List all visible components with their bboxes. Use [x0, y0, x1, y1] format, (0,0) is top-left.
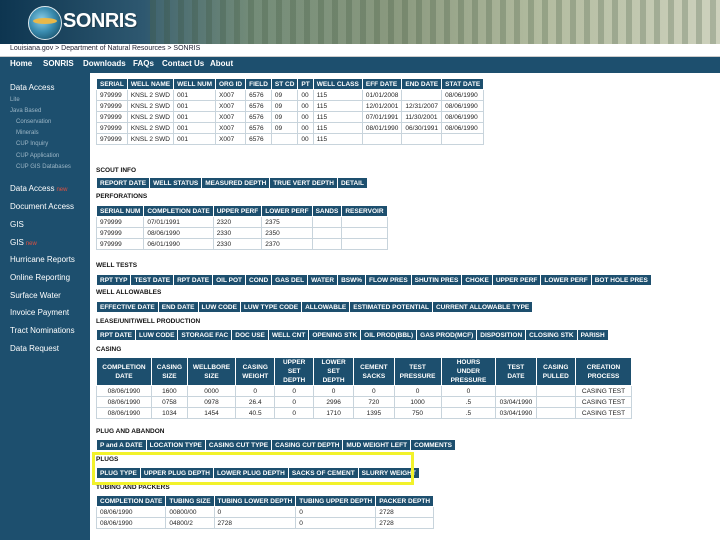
- col-header: BSW%: [338, 275, 366, 286]
- table-row[interactable]: [97, 90, 484, 101]
- cell: 08/06/1990: [442, 123, 484, 134]
- cell: 979999: [97, 101, 128, 112]
- col-header: WELL STATUS: [150, 178, 202, 189]
- col-header: CASING CUT DEPTH: [272, 440, 343, 451]
- col-header: MUD WEIGHT LEFT: [343, 440, 411, 451]
- sidebar-item-conservation[interactable]: Conservation: [16, 119, 52, 125]
- cell: X007: [216, 134, 246, 145]
- col-header: UPPER PERF: [492, 275, 541, 286]
- col-header: WELLBORE SIZE: [187, 358, 235, 386]
- col-header: TEST DATE: [131, 275, 174, 286]
- cell: 08/06/1990: [97, 397, 152, 408]
- table-row[interactable]: [97, 217, 388, 228]
- col-header: LOWER PERF: [262, 206, 312, 217]
- cell: 979999: [97, 112, 128, 123]
- col-header: CASING SIZE: [151, 358, 187, 386]
- col-eff-date: EFF DATE: [362, 79, 402, 90]
- cell: 115: [313, 112, 362, 123]
- cell: KNSL 2 SWD: [127, 90, 173, 101]
- table-header-row: [97, 302, 533, 313]
- col-header: CHOKE: [462, 275, 492, 286]
- cell: 08/06/1990: [97, 518, 166, 529]
- sidebar-item-label: GIS: [10, 238, 24, 247]
- col-field: FIELD: [246, 79, 272, 90]
- col-header: BOT HOLE PRES: [591, 275, 651, 286]
- header-photo: [150, 0, 720, 44]
- cell: [536, 386, 575, 397]
- cell: CASING TEST: [576, 386, 632, 397]
- col-header: TUBING LOWER DEPTH: [214, 496, 296, 507]
- cell: 115: [313, 90, 362, 101]
- col-header: COMMENTS: [411, 440, 456, 451]
- cell: X007: [216, 112, 246, 123]
- cell: 1000: [394, 397, 441, 408]
- cell: [342, 217, 387, 228]
- col-header: GAS PROD(MCF): [417, 330, 477, 341]
- col-header: STORAGE FAC: [178, 330, 232, 341]
- col-stat-date: STAT DATE: [442, 79, 484, 90]
- cell: [312, 239, 342, 250]
- cell: 0758: [151, 397, 187, 408]
- cell: .5: [441, 408, 496, 419]
- cell: 2375: [262, 217, 312, 228]
- cell: 0978: [187, 397, 235, 408]
- col-header: CREATION PROCESS: [576, 358, 632, 386]
- col-header: GAS DEL: [272, 275, 308, 286]
- table-row[interactable]: [97, 134, 484, 145]
- cell: 001: [174, 123, 216, 134]
- col-header: CURRENT ALLOWABLE TYPE: [432, 302, 532, 313]
- cell: 11/30/2001: [402, 112, 442, 123]
- detail-link[interactable]: DETAIL: [337, 178, 367, 189]
- col-header: FLOW PRES: [366, 275, 412, 286]
- cell: 2996: [313, 397, 353, 408]
- table-header-row: [97, 496, 434, 507]
- cell: CASING TEST: [576, 397, 632, 408]
- col-header: P and A DATE: [97, 440, 147, 451]
- col-header: OIL POT: [213, 275, 246, 286]
- scout-info-table: [96, 177, 368, 189]
- casing-table: [96, 357, 632, 419]
- cell: 001: [174, 101, 216, 112]
- sidebar-item-minerals[interactable]: Minerals: [16, 130, 39, 136]
- sidebar-item-gis-new[interactable]: [10, 238, 37, 247]
- cell: 08/06/1990: [97, 507, 166, 518]
- cell: 2370: [262, 239, 312, 250]
- cell: 08/06/1990: [442, 112, 484, 123]
- col-header: EFFECTIVE DATE: [97, 302, 159, 313]
- col-header: SHUTIN PRES: [411, 275, 462, 286]
- cell: 001: [174, 90, 216, 101]
- nav-about[interactable]: About: [210, 59, 234, 68]
- cell: 0000: [187, 386, 235, 397]
- col-header: COMPLETION DATE: [144, 206, 213, 217]
- col-header: RPT DATE: [97, 330, 136, 341]
- col-header: PARISH: [577, 330, 608, 341]
- col-header: DISPOSITION: [477, 330, 526, 341]
- site-header: [0, 0, 720, 44]
- col-header: LUW CODE: [198, 302, 240, 313]
- col-header: SACKS OF CEMENT: [288, 468, 358, 479]
- cell: 2728: [376, 518, 434, 529]
- table-row[interactable]: [97, 112, 484, 123]
- col-header: CASING WEIGHT: [236, 358, 275, 386]
- col-header: OPENING STK: [309, 330, 361, 341]
- col-header: RESERVOIR: [342, 206, 387, 217]
- cell: [442, 134, 484, 145]
- sidebar-item-data-access[interactable]: Data Access: [10, 83, 55, 92]
- sidebar-item-cup-gis[interactable]: CUP GIS Databases: [16, 164, 71, 170]
- col-header: SLURRY WEIGHT: [358, 468, 419, 479]
- col-header: WELL CNT: [268, 330, 308, 341]
- section-title-tubing-and-packers: TUBING AND PACKERS: [96, 484, 170, 491]
- well-tests-table: [96, 274, 652, 286]
- cell: 0: [441, 386, 496, 397]
- sidebar-item-data-access-new[interactable]: [10, 184, 67, 193]
- well-allowables-table: [96, 301, 533, 313]
- col-header: DOC USE: [232, 330, 269, 341]
- col-header: CASING PULLED: [536, 358, 575, 386]
- cell: 6576: [246, 134, 272, 145]
- section-title-scout-info: SCOUT INFO: [96, 167, 137, 174]
- cell: 0: [296, 507, 376, 518]
- col-header: TRUE VERT DEPTH: [270, 178, 338, 189]
- col-header: CEMENT SACKS: [354, 358, 394, 386]
- table-row[interactable]: [97, 386, 632, 397]
- logo-swoosh: [33, 18, 57, 24]
- cell: 6576: [246, 123, 272, 134]
- cell: KNSL 2 SWD: [127, 134, 173, 145]
- col-header: TEST DATE: [496, 358, 536, 386]
- col-header: WATER: [308, 275, 338, 286]
- table-row[interactable]: [97, 507, 434, 518]
- col-serial: SERIAL: [97, 79, 128, 90]
- cell: 115: [313, 134, 362, 145]
- cell: 12/31/2007: [402, 101, 442, 112]
- cell: X007: [216, 101, 246, 112]
- table-header-row: [97, 330, 609, 341]
- cell: 115: [313, 101, 362, 112]
- col-header: LOWER SET DEPTH: [313, 358, 353, 386]
- col-org-id: ORG ID: [216, 79, 246, 90]
- col-header: COND: [246, 275, 272, 286]
- col-header: ESTIMATED POTENTIAL: [350, 302, 433, 313]
- cell: 04800/2: [166, 518, 214, 529]
- cell: X007: [216, 123, 246, 134]
- col-header: TEST PRESSURE: [394, 358, 441, 386]
- cell: 00800/00: [166, 507, 214, 518]
- col-header: UPPER PERF: [213, 206, 262, 217]
- sidebar-item-invoice-payment[interactable]: Invoice Payment: [10, 308, 70, 317]
- cell: 2330: [213, 239, 262, 250]
- cell: 00: [298, 134, 313, 145]
- col-header: LOWER PLUG DEPTH: [213, 468, 288, 479]
- cell: 0: [296, 518, 376, 529]
- col-well-class: WELL CLASS: [313, 79, 362, 90]
- cell: [342, 239, 387, 250]
- plug-abandon-table: [96, 439, 456, 451]
- col-well-num: WELL NUM: [174, 79, 216, 90]
- plugs-highlight-box: [92, 452, 414, 485]
- cell: X007: [216, 90, 246, 101]
- cell: 115: [313, 123, 362, 134]
- col-header: HOURS UNDER PRESSURE: [441, 358, 496, 386]
- table-row[interactable]: [97, 239, 388, 250]
- top-nav: [0, 57, 720, 73]
- col-header: SERIAL NUM: [97, 206, 144, 217]
- cell: 979999: [97, 90, 128, 101]
- section-title-lease-production: LEASE/UNIT/WELL PRODUCTION: [96, 318, 201, 325]
- cell: 03/04/1990: [496, 408, 536, 419]
- sidebar-item-lite[interactable]: Lite: [10, 97, 20, 103]
- tubing-table: [96, 495, 434, 529]
- cell: 0: [394, 386, 441, 397]
- breadcrumb-bar: [0, 44, 720, 57]
- cell: 6576: [246, 112, 272, 123]
- cell: 1034: [151, 408, 187, 419]
- sidebar: [0, 73, 90, 540]
- sidebar-item-java-based[interactable]: Java Based: [10, 108, 42, 114]
- cell: 0: [214, 507, 296, 518]
- table-header-row: [97, 79, 484, 90]
- col-header: LOCATION TYPE: [146, 440, 205, 451]
- table-header-row: [97, 275, 652, 286]
- cell: 1710: [313, 408, 353, 419]
- col-header: RPT DATE: [174, 275, 213, 286]
- cell: 26.4: [236, 397, 275, 408]
- section-title-well-allowables: WELL ALLOWABLES: [96, 289, 162, 296]
- cell: 12/01/2001: [362, 101, 402, 112]
- cell: 06/01/1990: [144, 239, 213, 250]
- col-header: CASING CUT TYPE: [205, 440, 271, 451]
- col-header: UPPER PLUG DEPTH: [140, 468, 213, 479]
- table-row[interactable]: [97, 123, 484, 134]
- cell: 001: [174, 112, 216, 123]
- table-header-row: [97, 440, 456, 451]
- col-header: TUBING UPPER DEPTH: [296, 496, 376, 507]
- cell: [362, 134, 402, 145]
- col-header: SANDS: [312, 206, 342, 217]
- cell: 08/06/1990: [442, 90, 484, 101]
- cell: 6576: [246, 90, 272, 101]
- sidebar-item-surface-water[interactable]: Surface Water: [10, 291, 61, 300]
- sidebar-item-cup-application[interactable]: CUP Application: [16, 153, 60, 159]
- cell: KNSL 2 SWD: [127, 123, 173, 134]
- cell: 06/30/1991: [402, 123, 442, 134]
- cell: [536, 408, 575, 419]
- col-header: TUBING SIZE: [166, 496, 214, 507]
- nav-contact-us[interactable]: Contact Us: [162, 59, 205, 68]
- section-title-plugs: PLUGS: [96, 456, 119, 463]
- sidebar-item-data-request[interactable]: Data Request: [10, 344, 59, 353]
- col-header: COMPLETION DATE: [97, 496, 166, 507]
- cell: 979999: [97, 228, 144, 239]
- cell: 08/01/1990: [362, 123, 402, 134]
- col-header: OIL PROD(BBL): [361, 330, 417, 341]
- cell: 40.5: [236, 408, 275, 419]
- cell: [271, 134, 298, 145]
- cell: [536, 397, 575, 408]
- col-header: UPPER SET DEPTH: [275, 358, 313, 386]
- nav-downloads[interactable]: Downloads: [83, 59, 126, 68]
- sidebar-item-cup-inquiry[interactable]: CUP Inquiry: [16, 141, 49, 147]
- cell: [312, 217, 342, 228]
- col-pt: PT: [298, 79, 313, 90]
- new-badge: new: [25, 241, 37, 247]
- cell: KNSL 2 SWD: [127, 101, 173, 112]
- table-header-row: [97, 206, 388, 217]
- cell: 979999: [97, 134, 128, 145]
- section-title-perforations: PERFORATIONS: [96, 193, 148, 200]
- cell: 979999: [97, 123, 128, 134]
- sidebar-item-tract-nominations[interactable]: Tract Nominations: [10, 326, 75, 335]
- cell: 03/04/1990: [496, 397, 536, 408]
- cell: 09: [271, 101, 298, 112]
- cell: 01/01/2008: [362, 90, 402, 101]
- well-table: [96, 78, 484, 145]
- col-header: ALLOWABLE: [302, 302, 350, 313]
- cell: .5: [441, 397, 496, 408]
- nav-faqs[interactable]: FAQs: [133, 59, 154, 68]
- cell: [402, 90, 442, 101]
- cell: 08/06/1990: [97, 408, 152, 419]
- cell: 0: [354, 386, 394, 397]
- perforations-table: [96, 205, 388, 250]
- cell: 6576: [246, 101, 272, 112]
- cell: 0: [275, 386, 313, 397]
- cell: 08/06/1990: [97, 386, 152, 397]
- nav-sonris[interactable]: SONRIS: [43, 59, 74, 68]
- new-badge: new: [56, 187, 68, 193]
- cell: KNSL 2 SWD: [127, 112, 173, 123]
- cell: 07/01/1991: [144, 217, 213, 228]
- col-header: PACKER DEPTH: [376, 496, 434, 507]
- col-header: LOWER PERF: [541, 275, 591, 286]
- section-title-casing: CASING: [96, 346, 122, 353]
- cell: 0: [313, 386, 353, 397]
- cell: 1454: [187, 408, 235, 419]
- cell: 07/01/1991: [362, 112, 402, 123]
- sidebar-item-gis[interactable]: GIS: [10, 220, 24, 229]
- cell: 720: [354, 397, 394, 408]
- cell: 00: [298, 101, 313, 112]
- cell: 750: [394, 408, 441, 419]
- site-name[interactable]: SONRIS: [63, 10, 137, 32]
- cell: 09: [271, 90, 298, 101]
- col-header: MEASURED DEPTH: [202, 178, 270, 189]
- table-row[interactable]: [97, 101, 484, 112]
- cell: 08/06/1990: [442, 101, 484, 112]
- cell: 2320: [213, 217, 262, 228]
- lease-production-table: [96, 329, 609, 341]
- cell: 09: [271, 112, 298, 123]
- breadcrumb[interactable]: Louisiana.gov > Department of Natural Resources > SONRIS: [10, 45, 201, 52]
- cell: 0: [236, 386, 275, 397]
- cell: 001: [174, 134, 216, 145]
- col-end-date: END DATE: [402, 79, 442, 90]
- col-header: PLUG TYPE: [97, 468, 141, 479]
- cell: 00: [298, 123, 313, 134]
- col-header: REPORT DATE: [97, 178, 150, 189]
- cell: [342, 228, 387, 239]
- cell: 2350: [262, 228, 312, 239]
- cell: 2330: [213, 228, 262, 239]
- table-row[interactable]: [97, 228, 388, 239]
- table-header-row: [97, 178, 368, 189]
- table-row[interactable]: [97, 518, 434, 529]
- cell: 2728: [376, 507, 434, 518]
- cell: 1600: [151, 386, 187, 397]
- cell: 09: [271, 123, 298, 134]
- col-well-name: WELL NAME: [127, 79, 173, 90]
- section-title-well-tests: WELL TESTS: [96, 262, 138, 269]
- cell: 1395: [354, 408, 394, 419]
- cell: 0: [275, 397, 313, 408]
- sidebar-item-document-access[interactable]: Document Access: [10, 202, 75, 211]
- nav-home[interactable]: Home: [10, 59, 33, 68]
- table-row[interactable]: [97, 408, 632, 419]
- cell: [496, 386, 536, 397]
- cell: [402, 134, 442, 145]
- col-header: LUW TYPE CODE: [240, 302, 301, 313]
- col-header: RPT TYP: [97, 275, 131, 286]
- col-header: LUW CODE: [136, 330, 178, 341]
- cell: 00: [298, 112, 313, 123]
- cell: 08/06/1990: [144, 228, 213, 239]
- cell: 00: [298, 90, 313, 101]
- table-row[interactable]: [97, 397, 632, 408]
- col-header: COMPLETION DATE: [97, 358, 152, 386]
- cell: CASING TEST: [576, 408, 632, 419]
- cell: 979999: [97, 239, 144, 250]
- cell: 2728: [214, 518, 296, 529]
- sidebar-item-label: Data Access: [10, 184, 55, 193]
- table-header-row: [97, 358, 632, 386]
- section-title-plug-and-abandon: PLUG AND ABANDON: [96, 428, 165, 435]
- sidebar-item-online-reporting[interactable]: Online Reporting: [10, 273, 71, 282]
- col-header: CLOSING STK: [526, 330, 577, 341]
- cell: [312, 228, 342, 239]
- sidebar-item-hurricane-reports[interactable]: Hurricane Reports: [10, 255, 75, 264]
- cell: 0: [275, 408, 313, 419]
- col-header: END DATE: [158, 302, 198, 313]
- col-st-cd: ST CD: [271, 79, 298, 90]
- cell: 979999: [97, 217, 144, 228]
